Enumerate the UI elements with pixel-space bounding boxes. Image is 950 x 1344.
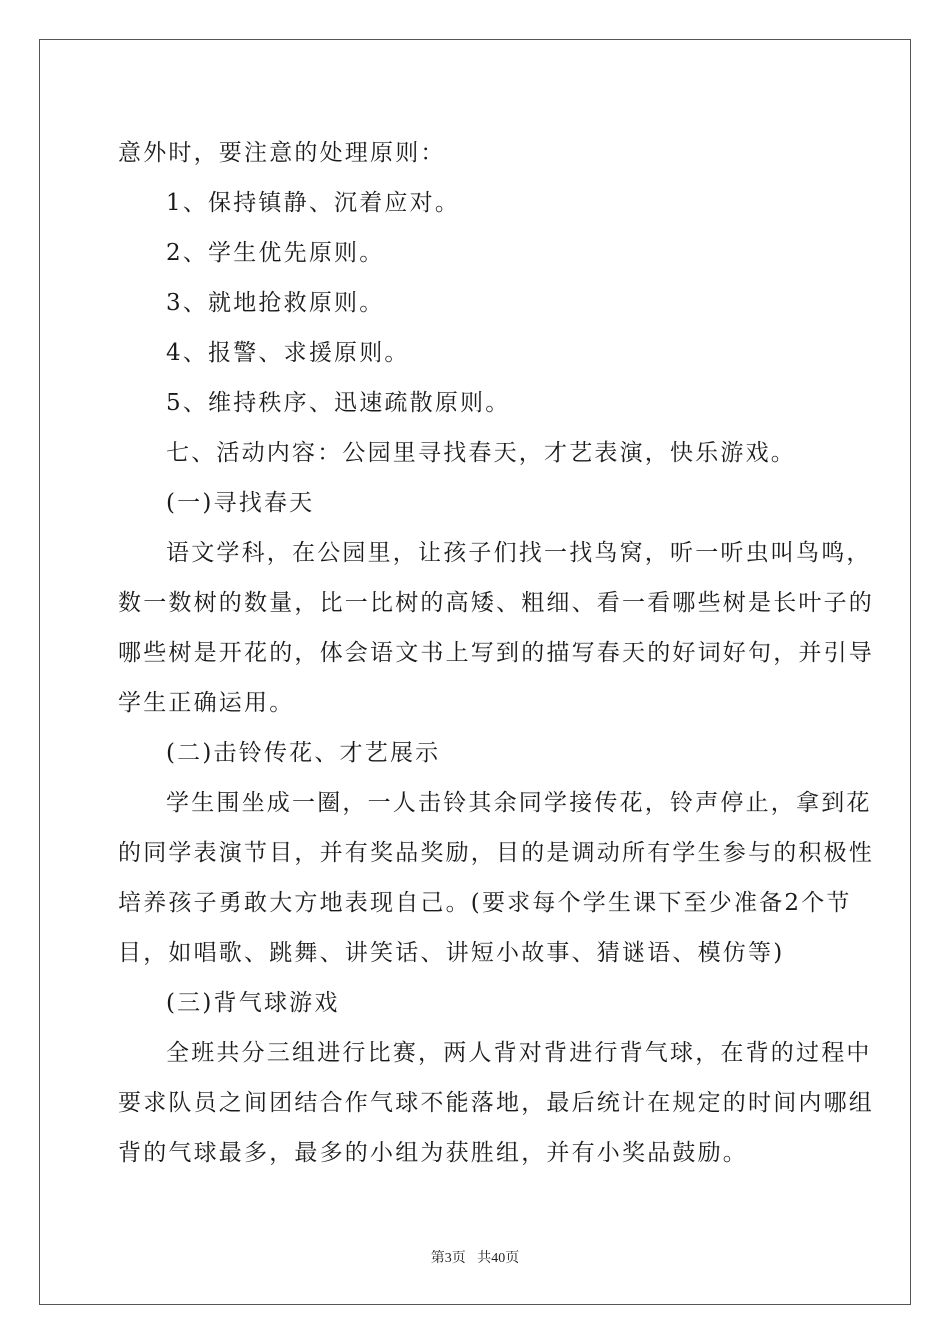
paragraph-line: 培养孩子勇敢大方地表现自己。(要求每个学生课下至少准备2个节: [118, 890, 852, 916]
paragraph-line: 要求队员之间团结合作气球不能落地，最后统计在规定的时间内哪组: [118, 1090, 874, 1116]
subsection-heading: (二)击铃传花、才艺展示: [166, 740, 441, 766]
paragraph-line: 背的气球最多，最多的小组为获胜组，并有小奖品鼓励。: [118, 1140, 748, 1166]
total-page-count: 共40页: [477, 1251, 520, 1266]
paragraph-line: 语文学科，在公园里，让孩子们找一找鸟窝，听一听虫叫鸟鸣，: [166, 540, 872, 566]
paragraph-line: 意外时，要注意的处理原则：: [118, 140, 446, 166]
page-footer: [0, 1247, 950, 1267]
paragraph-line: 学生正确运用。: [118, 690, 295, 716]
paragraph-line: 的同学表演节目，并有奖品奖励，目的是调动所有学生参与的积极性: [118, 840, 874, 866]
section-heading: 七、活动内容：公园里寻找春天，才艺表演，快乐游戏。: [166, 440, 796, 466]
list-item: 1、保持镇静、沉着应对。: [166, 190, 461, 216]
subsection-heading: (一)寻找春天: [166, 490, 315, 516]
paragraph-line: 全班共分三组进行比赛，两人背对背进行背气球，在背的过程中: [166, 1040, 872, 1066]
paragraph-line: 哪些树是开花的，体会语文书上写到的描写春天的好词好句，并引导: [118, 640, 874, 666]
paragraph-line: 数一数树的数量，比一比树的高矮、粗细、看一看哪些树是长叶子的: [118, 590, 874, 616]
subsection-heading: (三)背气球游戏: [166, 990, 340, 1016]
list-item: 5、维持秩序、迅速疏散原则。: [166, 390, 511, 416]
list-item: 2、学生优先原则。: [166, 240, 385, 266]
paragraph-line: 目，如唱歌、跳舞、讲笑话、讲短小故事、猜谜语、模仿等): [118, 940, 785, 966]
list-item: 3、就地抢救原则。: [166, 290, 385, 316]
paragraph-line: 学生围坐成一圈，一人击铃其余同学接传花，铃声停止，拿到花: [166, 790, 872, 816]
document-body: [118, 128, 874, 1178]
current-page-number: 第3页: [430, 1251, 466, 1266]
list-item: 4、报警、求援原则。: [166, 340, 410, 366]
